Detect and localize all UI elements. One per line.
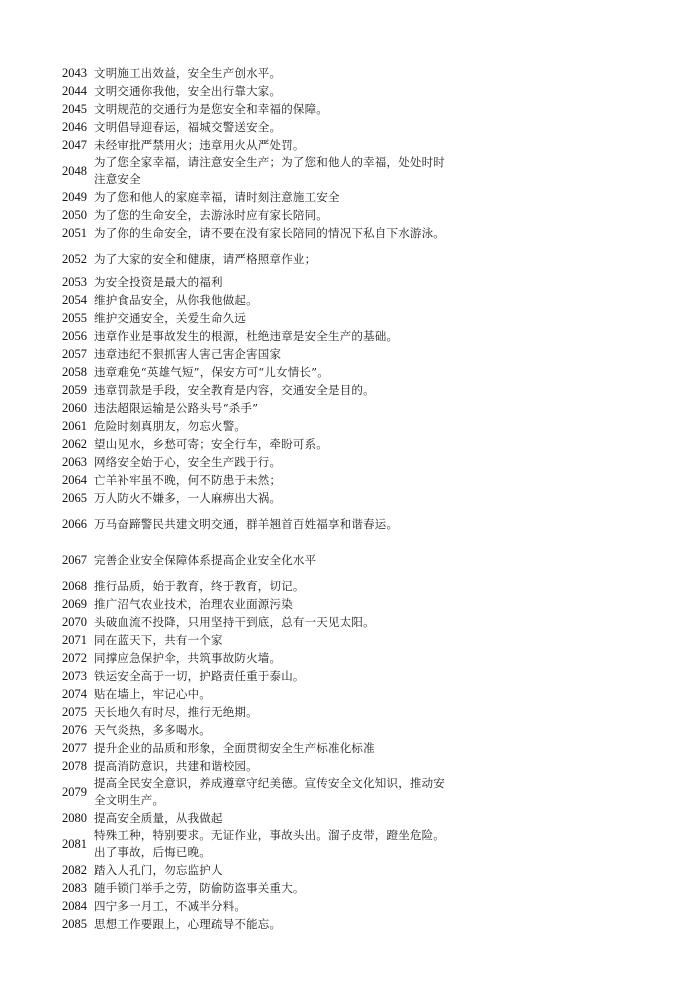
entry-text: 维护交通安全，关爱生命久远	[94, 311, 247, 325]
entry-text: 文明规范的交通行为是您安全和幸福的保障。	[94, 102, 328, 116]
list-item	[62, 703, 462, 721]
entry-number: 2053	[62, 275, 87, 289]
entry-number: 2073	[62, 669, 87, 683]
list-item	[62, 649, 462, 667]
list-item	[62, 64, 462, 82]
entry-text: 为了您的生命安全，去游泳时应有家长陪同。	[94, 208, 328, 222]
entry-text: 违章作业是事故发生的根源，杜绝违章是安全生产的基础。	[94, 329, 399, 343]
entry-number: 2062	[62, 437, 87, 451]
entry-number: 2083	[62, 881, 87, 895]
list-item	[62, 136, 462, 154]
entry-text: 违章难免“英雄气短”，保安方可“儿女情长”。	[94, 365, 329, 379]
list-item	[62, 757, 462, 775]
entry-text: 推行品质，始于教育，终于教育，切记。	[94, 579, 305, 593]
entry-text: 为了您和他人的家庭幸福，请时刻注意施工安全	[94, 190, 340, 204]
entry-text: 未经审批严禁用火；违章用火从严处罚。	[94, 138, 305, 152]
entry-text: 同在蓝天下，共有一个家	[94, 633, 223, 647]
list-item	[62, 273, 462, 291]
entry-number: 2070	[62, 615, 87, 629]
entry-text: 亡羊补牢虽不晚，何不防患于未然；	[94, 473, 282, 487]
list-item	[62, 399, 462, 417]
entry-text: 天气炎热，多多喝水。	[94, 723, 211, 737]
list-item	[62, 291, 462, 309]
entry-text: 铁运安全高于一切，护路责任重于泰山。	[94, 669, 305, 683]
entry-text: 提高消防意识，共建和谐校园。	[94, 759, 258, 773]
list-item	[62, 667, 462, 685]
entry-number: 2081	[62, 837, 87, 851]
entry-text: 提高安全质量，从我做起	[94, 811, 223, 825]
entry-number: 2048	[62, 164, 87, 178]
list-item	[62, 154, 462, 188]
list-item	[62, 775, 462, 809]
list-item	[62, 915, 462, 933]
entry-text: 万马奋蹄警民共建文明交通，群羊翘首百姓福享和谐春运。	[94, 517, 399, 531]
entry-number: 2043	[62, 66, 87, 80]
entry-number: 2061	[62, 419, 87, 433]
list-item	[62, 809, 462, 827]
entry-text: 头破血流不投降，只用坚持干到底，总有一天见太阳。	[94, 615, 375, 629]
entry-number: 2084	[62, 899, 87, 913]
entry-text: 思想工作要跟上，心理疏导不能忘。	[94, 917, 282, 931]
entry-text: 文明施工出效益，安全生产创水平。	[94, 66, 282, 80]
entry-number: 2075	[62, 705, 87, 719]
entry-text: 违章罚款是手段，安全教育是内容，交通安全是目的。	[94, 383, 375, 397]
entry-text: 文明交通你我他，安全出行靠大家。	[94, 84, 282, 98]
list-item	[62, 206, 462, 224]
entry-text: 随手锁门举手之劳，防偷防盗事关重大。	[94, 881, 305, 895]
entry-text: 危险时刻真朋友，勿忘火警。	[94, 419, 247, 433]
entry-number: 2046	[62, 120, 87, 134]
list-item	[62, 721, 462, 739]
entry-number: 2060	[62, 401, 87, 415]
entry-number: 2064	[62, 473, 87, 487]
entry-text: 同撑应急保护伞，共筑事故防火墙。	[94, 651, 282, 665]
list-item	[62, 739, 462, 757]
entry-text: 为了您全家幸福，请注意安全生产；为了您和他人的幸福，处处时时注意安全	[94, 155, 445, 186]
entry-number: 2056	[62, 329, 87, 343]
list-item	[62, 453, 462, 471]
entry-number: 2051	[62, 226, 87, 240]
list-item	[62, 879, 462, 897]
list-item	[62, 435, 462, 453]
list-item	[62, 363, 462, 381]
entry-text: 万人防火不嫌多，一人麻痹出大祸。	[94, 491, 282, 505]
entry-text: 为安全投资是最大的福利	[94, 275, 223, 289]
entry-number: 2071	[62, 633, 87, 647]
entry-text: 踏入人孔门，勿忘监护人	[94, 863, 223, 877]
entry-number: 2058	[62, 365, 87, 379]
entry-number: 2047	[62, 138, 87, 152]
entry-number: 2057	[62, 347, 87, 361]
slogan-list	[62, 64, 462, 933]
list-item	[62, 417, 462, 435]
entry-number: 2079	[62, 785, 87, 799]
entry-number: 2077	[62, 741, 87, 755]
list-item	[62, 827, 462, 861]
list-item	[62, 250, 462, 268]
list-item	[62, 82, 462, 100]
list-item	[62, 595, 462, 613]
entry-text: 为了大家的安全和健康，请严格照章作业；	[94, 252, 317, 266]
entry-number: 2044	[62, 84, 87, 98]
entry-text: 贴在墙上，牢记心中。	[94, 687, 211, 701]
entry-text: 望山见水，乡愁可寄；安全行车，牵盼可系。	[94, 437, 328, 451]
entry-number: 2045	[62, 102, 87, 116]
entry-text: 提高全民安全意识，养成遵章守纪美德。宣传安全文化知识，推动安全文明生产。	[94, 776, 445, 807]
entry-text: 违法超限运输是公路头号“杀手”	[94, 401, 259, 415]
entry-number: 2069	[62, 597, 87, 611]
entry-number: 2063	[62, 455, 87, 469]
entry-number: 2067	[62, 553, 87, 567]
list-item	[62, 577, 462, 595]
list-item	[62, 309, 462, 327]
list-item	[62, 188, 462, 206]
list-item	[62, 515, 462, 533]
entry-number: 2076	[62, 723, 87, 737]
entry-number: 2082	[62, 863, 87, 877]
entry-number: 2072	[62, 651, 87, 665]
entry-text: 网络安全始于心，安全生产践于行。	[94, 455, 282, 469]
list-item	[62, 224, 462, 242]
entry-text: 四宁多一月工，不减半分料。	[94, 899, 247, 913]
list-item	[62, 489, 462, 507]
entry-number: 2055	[62, 311, 87, 325]
entry-number: 2052	[62, 252, 87, 266]
list-item	[62, 327, 462, 345]
list-item	[62, 100, 462, 118]
list-item	[62, 345, 462, 363]
entry-text: 特殊工种，特别要求。无证作业，事故头出。溜子皮带，蹬坐危险。出了事故，后悔已晚。	[94, 828, 445, 859]
entry-text: 提升企业的品质和形象，全面贯彻安全生产标准化标准	[94, 741, 375, 755]
entry-number: 2080	[62, 811, 87, 825]
list-item	[62, 685, 462, 703]
list-item	[62, 471, 462, 489]
entry-text: 完善企业安全保障体系提高企业安全化水平	[94, 553, 317, 567]
list-item	[62, 897, 462, 915]
list-item	[62, 551, 462, 569]
entry-number: 2066	[62, 517, 87, 531]
list-item	[62, 613, 462, 631]
entry-number: 2050	[62, 208, 87, 222]
entry-text: 维护食品安全，从你我他做起。	[94, 293, 258, 307]
list-item	[62, 861, 462, 879]
entry-text: 违章违纪不狠抓害人害己害企害国家	[94, 347, 282, 361]
entry-number: 2054	[62, 293, 87, 307]
entry-number: 2078	[62, 759, 87, 773]
entry-number: 2068	[62, 579, 87, 593]
entry-number: 2049	[62, 190, 87, 204]
list-item	[62, 118, 462, 136]
entry-number: 2059	[62, 383, 87, 397]
list-item	[62, 631, 462, 649]
entry-text: 文明倡导迎春运，福城交警送安全。	[94, 120, 282, 134]
entry-text: 推广沼气农业技术，治理农业面源污染	[94, 597, 293, 611]
entry-number: 2074	[62, 687, 87, 701]
list-item	[62, 381, 462, 399]
entry-text: 天长地久有时尽，推行无绝期。	[94, 705, 258, 719]
entry-number: 2065	[62, 491, 87, 505]
entry-text: 为了你的生命安全，请不要在没有家长陪同的情况下私自下水游泳。	[94, 226, 445, 240]
entry-number: 2085	[62, 917, 87, 931]
